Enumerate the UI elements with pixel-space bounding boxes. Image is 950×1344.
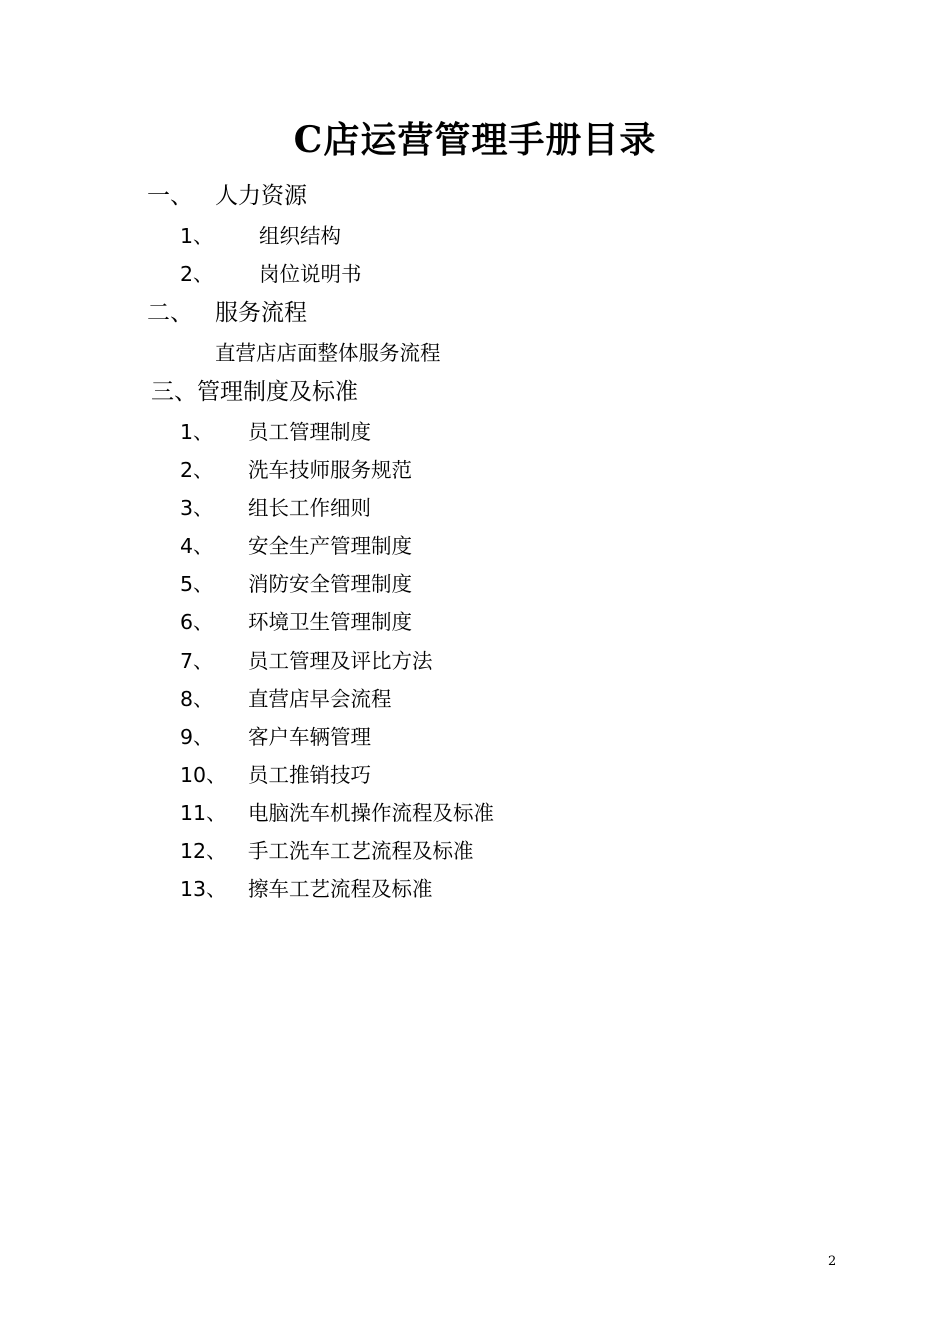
section-heading: 服务流程	[215, 300, 307, 326]
toc-item-number: 10、	[180, 763, 227, 787]
toc-item-text: 岗位说明书	[259, 262, 362, 286]
section-marker: 一、	[147, 183, 193, 209]
toc-item-text: 员工推销技巧	[248, 763, 371, 787]
toc-item-text: 直营店早会流程	[248, 687, 392, 711]
toc-item-number: 12、	[180, 839, 227, 863]
section-heading: 人力资源	[215, 183, 307, 209]
page-number: 2	[828, 1254, 837, 1269]
toc-item	[0, 455, 950, 485]
toc-item-number: 2、	[180, 458, 214, 482]
toc-item-text: 员工管理制度	[248, 420, 371, 444]
toc-item-number: 13、	[180, 877, 227, 901]
section-marker: 二、	[147, 300, 193, 326]
toc-item	[0, 798, 950, 828]
toc-item	[0, 684, 950, 714]
toc-item-text: 擦车工艺流程及标准	[248, 877, 433, 901]
toc-section-1	[0, 181, 950, 211]
toc-item-text: 洗车技师服务规范	[248, 458, 412, 482]
toc-section-3	[0, 377, 950, 407]
toc-item	[0, 338, 950, 368]
toc-item	[0, 874, 950, 904]
toc-item-text: 员工管理及评比方法	[248, 649, 433, 673]
toc-item-text: 组长工作细则	[248, 496, 371, 520]
toc-item-number: 5、	[180, 572, 214, 596]
toc-item	[0, 760, 950, 790]
toc-item-number: 1、	[180, 420, 214, 444]
toc-item-number: 7、	[180, 649, 214, 673]
toc-item	[0, 646, 950, 676]
toc-item	[0, 259, 950, 289]
toc-item-number: 4、	[180, 534, 214, 558]
toc-item-text: 手工洗车工艺流程及标准	[248, 839, 474, 863]
toc-item-number: 2、	[180, 262, 214, 286]
toc-section-2	[0, 298, 950, 328]
toc-item	[0, 493, 950, 523]
toc-item-number: 1、	[180, 224, 214, 248]
toc-item-number: 11、	[180, 801, 227, 825]
toc-item-number: 9、	[180, 725, 214, 749]
toc-item	[0, 607, 950, 637]
document-title: C店运营管理手册目录	[293, 119, 657, 161]
toc-item-number: 3、	[180, 496, 214, 520]
section-heading: 三、管理制度及标准	[151, 379, 358, 405]
toc-item	[0, 722, 950, 752]
toc-item-text: 客户车辆管理	[248, 725, 371, 749]
toc-item-text: 消防安全管理制度	[248, 572, 412, 596]
toc-item-text: 电脑洗车机操作流程及标准	[248, 801, 494, 825]
toc-item	[0, 836, 950, 866]
toc-item-number: 8、	[180, 687, 214, 711]
toc-item	[0, 531, 950, 561]
toc-item	[0, 221, 950, 251]
toc-item	[0, 569, 950, 599]
toc-item-text: 直营店店面整体服务流程	[215, 341, 441, 365]
toc-item	[0, 417, 950, 447]
toc-item-text: 环境卫生管理制度	[248, 610, 412, 634]
toc-item-number: 6、	[180, 610, 214, 634]
toc-item-text: 组织结构	[259, 224, 341, 248]
toc-item-text: 安全生产管理制度	[248, 534, 412, 558]
